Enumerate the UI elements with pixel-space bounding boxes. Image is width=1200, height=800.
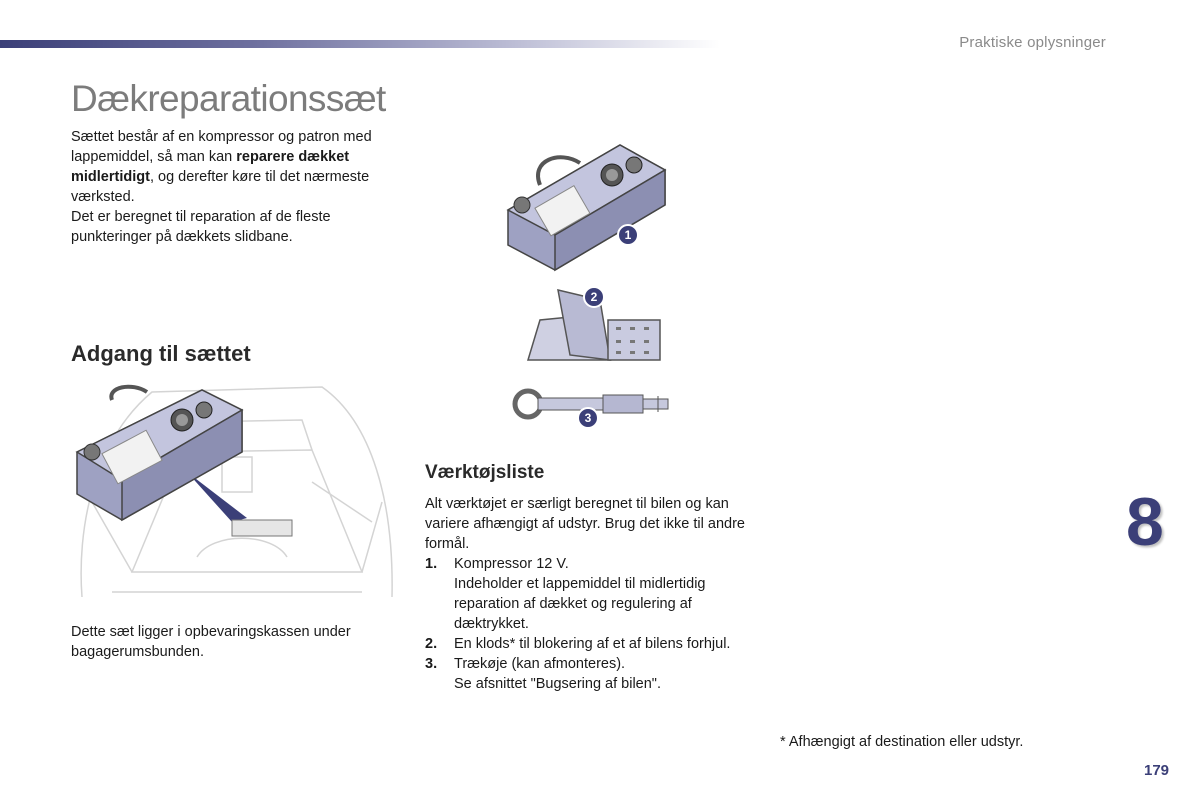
item-label: Trækøje (kan afmonteres). xyxy=(454,656,626,672)
item-detail: Se afsnittet "Bugsering af bilen". xyxy=(454,676,661,692)
tools-intro: Alt værktøjet er særligt beregnet til bilen og kan variere afhængigt af udstyr. Brug det ikke til andre formål. xyxy=(425,496,745,552)
chapter-number: 8 xyxy=(1126,484,1164,560)
intro-text-3: Det er beregnet til reparation af de fleste punkteringer på dækkets slidbane. xyxy=(71,209,331,245)
badge-2: 2 xyxy=(590,290,598,304)
page-title: Dækreparationssæt xyxy=(71,78,386,119)
footnote: * Afhængigt af destination eller udstyr. xyxy=(780,734,1024,750)
list-item xyxy=(425,654,765,694)
wheel-chock-icon xyxy=(520,285,670,365)
item-number: 2. xyxy=(425,636,438,652)
tools-heading: Værktøjsliste xyxy=(425,462,545,483)
intro-text-2: , og derefter køre til det nærmeste værksted. xyxy=(71,169,370,205)
tool-list xyxy=(425,554,765,694)
section-name: Praktiske oplysninger xyxy=(959,34,1106,51)
towing-eye-icon xyxy=(508,382,673,432)
item-label: En klods* til blokering af et af bilens forhjul. xyxy=(454,636,731,652)
boot-kit-location-icon xyxy=(72,382,400,604)
list-item xyxy=(425,634,765,654)
compressor-kit-icon xyxy=(500,135,675,275)
badge-1: 1 xyxy=(624,228,632,242)
item-number: 1. xyxy=(425,556,438,572)
access-heading: Adgang til sættet xyxy=(71,341,251,366)
badge-3: 3 xyxy=(584,411,592,425)
header-rule xyxy=(0,40,720,48)
item-detail: Indeholder et lappemiddel til midlertidig reparation af dækket og regulering af dæktrykket. xyxy=(454,576,706,632)
item-number: 3. xyxy=(425,656,438,672)
page-number: 179 xyxy=(1144,762,1170,779)
intro-bold-text: reparere dækket midlertidigt xyxy=(71,149,350,185)
item-label: Kompressor 12 V. xyxy=(454,556,569,572)
location-text: Dette sæt ligger i opbevaringskassen under bagagerumsbunden. xyxy=(71,624,351,660)
intro-paragraph xyxy=(71,127,411,247)
intro-text-1: Sættet består af en kompressor og patron med lappemiddel, så man kan xyxy=(71,129,372,165)
list-item xyxy=(425,554,765,634)
